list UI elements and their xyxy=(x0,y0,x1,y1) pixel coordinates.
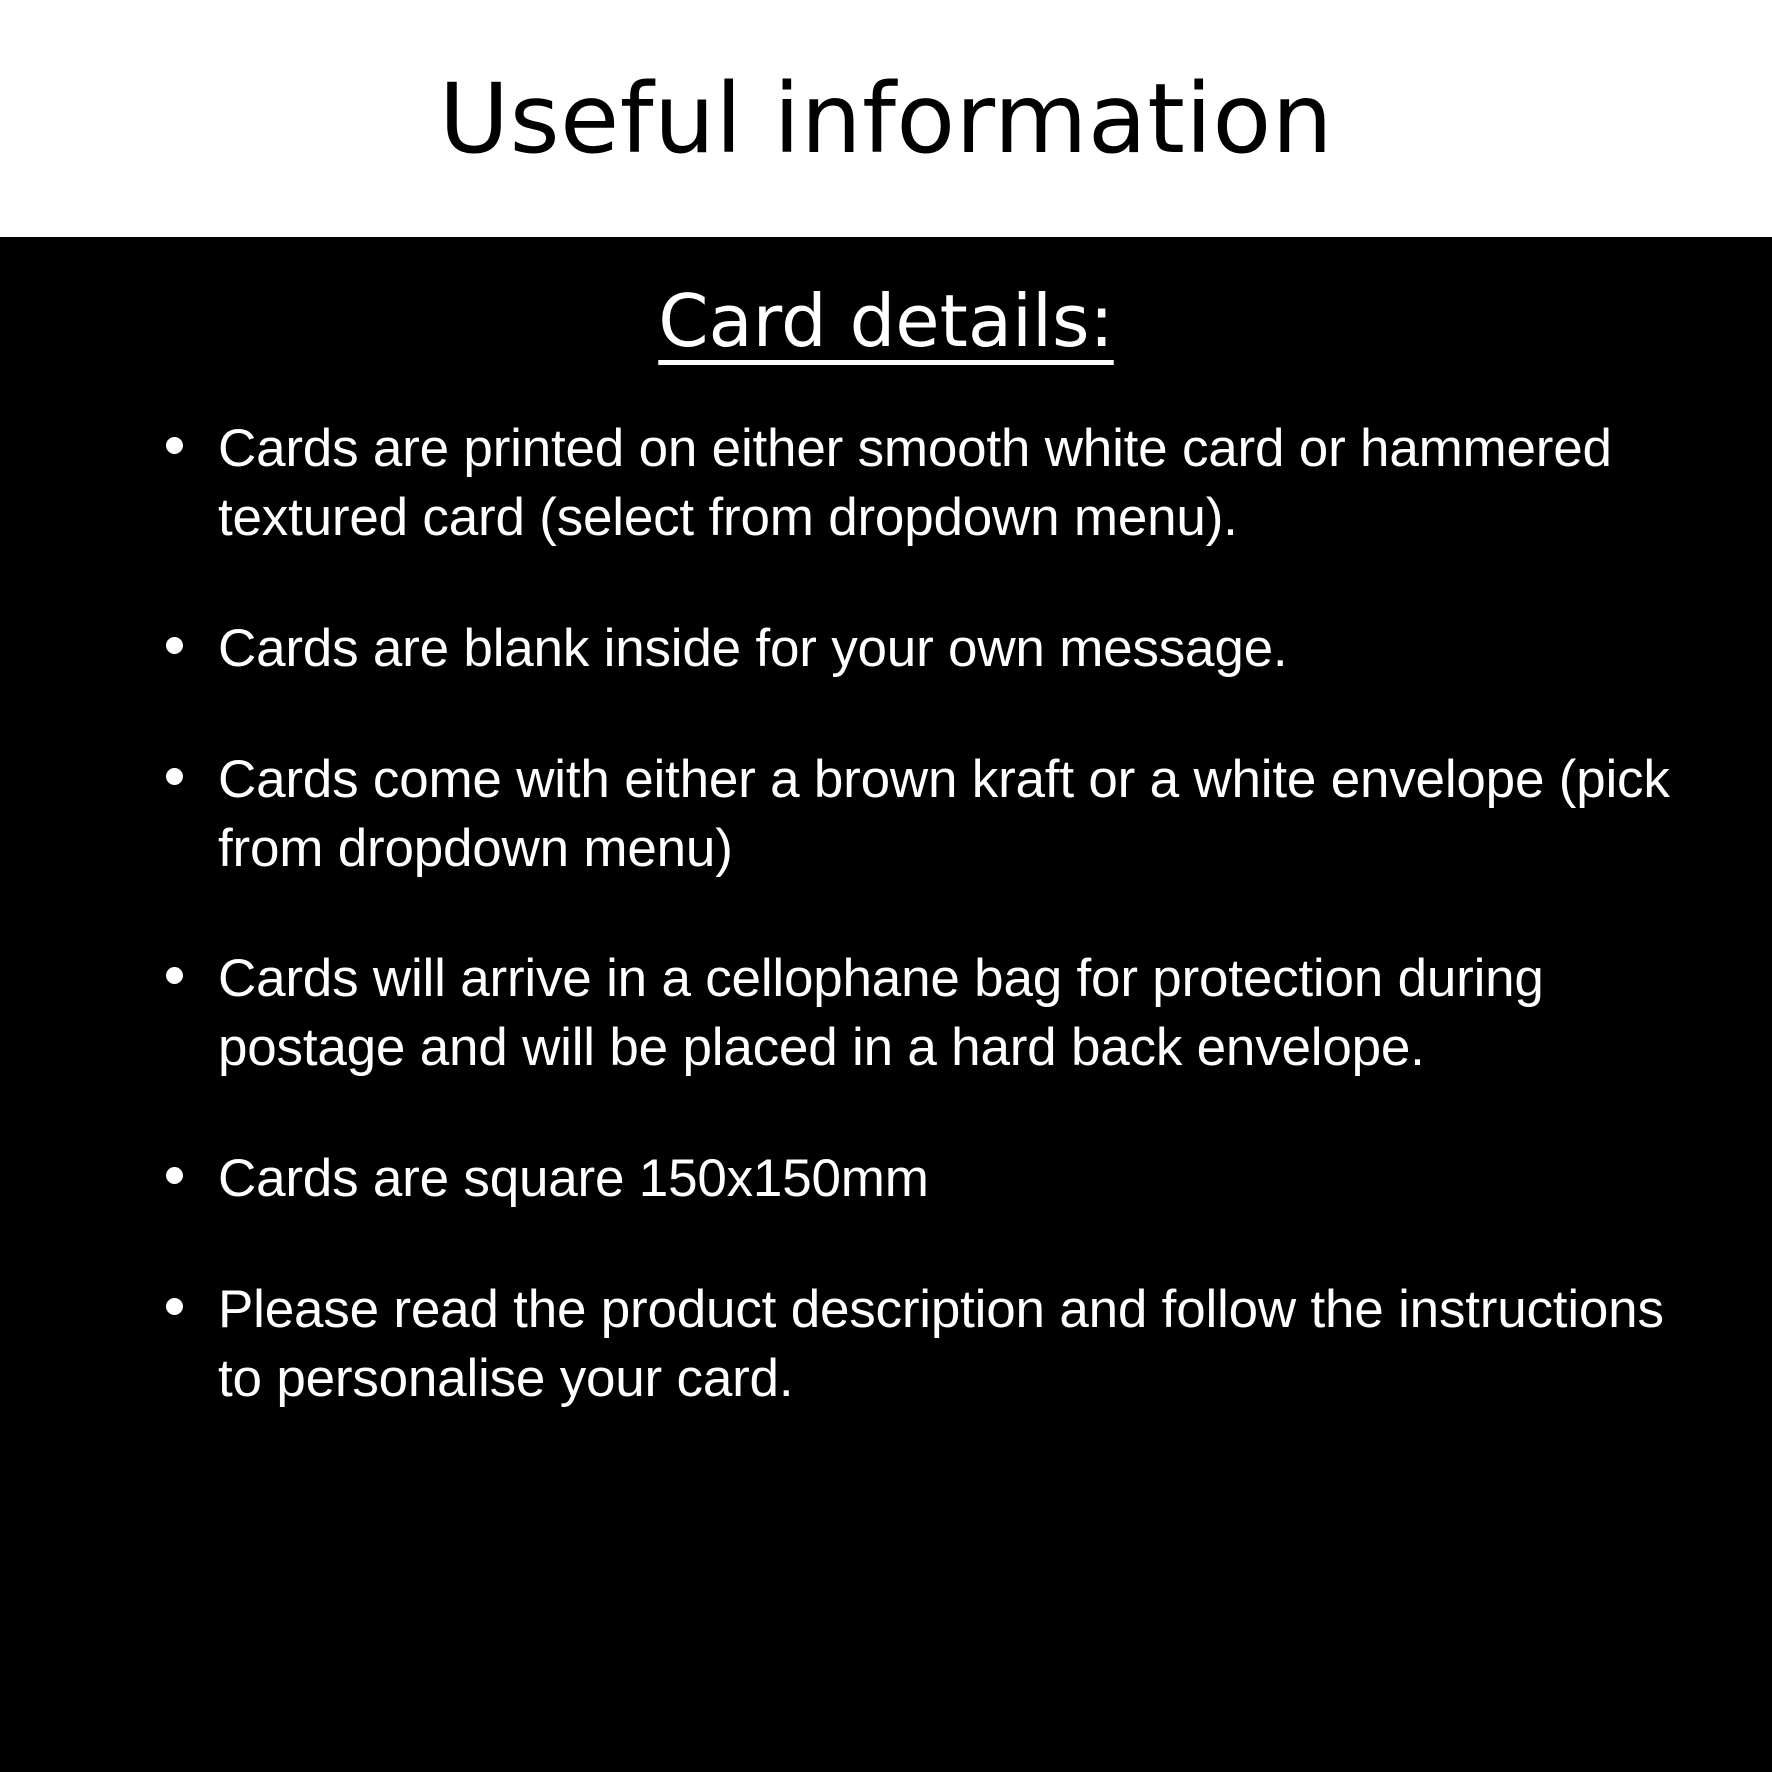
section-heading: Card details: xyxy=(658,279,1114,363)
bullet-dot-icon xyxy=(166,967,183,984)
list-item-text: Cards are square 150x150mm xyxy=(218,1149,929,1209)
list-item-text: Cards are printed on either smooth white card or hammered textured card (select from dropdown menu). xyxy=(218,419,1612,547)
bullet-dot-icon xyxy=(166,437,183,454)
header-band xyxy=(0,0,1772,237)
page-title: Useful information xyxy=(438,62,1334,175)
bullet-dot-icon xyxy=(166,637,183,654)
list-item-text: Please read the product description and follow the instructions to personalise your card. xyxy=(218,1280,1664,1409)
bullet-dot-icon xyxy=(166,768,183,785)
list-item-text: Cards come with either a brown kraft or a white envelope (pick from dropdown menu) xyxy=(218,749,1670,878)
list-item-text: Cards are blank inside for your own message. xyxy=(218,618,1288,678)
list-item xyxy=(160,615,1682,684)
list-item xyxy=(160,945,1682,1083)
list-item xyxy=(160,746,1682,884)
bullet-dot-icon xyxy=(166,1298,183,1315)
list-item xyxy=(160,1276,1682,1414)
card-details-list xyxy=(0,415,1772,1414)
details-panel xyxy=(0,237,1772,1772)
list-item xyxy=(160,415,1682,553)
list-item-text: Cards will arrive in a cellophane bag for protection during postage and will be placed in a hard back envelope. xyxy=(218,949,1544,1078)
list-item xyxy=(160,1145,1682,1214)
bullet-dot-icon xyxy=(166,1167,183,1184)
